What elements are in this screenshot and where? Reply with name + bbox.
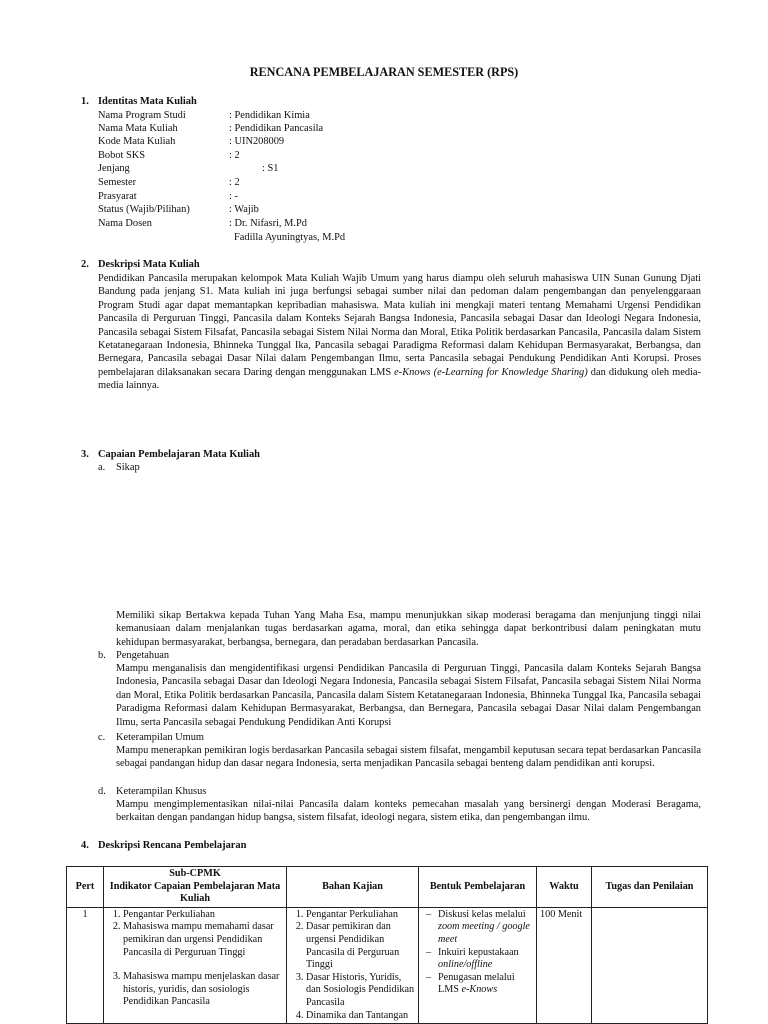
section-3-heading: Capaian Pembelajaran Mata Kuliah	[98, 449, 260, 460]
method-italic: online/offline	[438, 959, 493, 971]
identity-value: : S1	[262, 163, 279, 174]
list-item: 1. Pengantar Perkuliahan	[306, 909, 415, 922]
identity-label: Nama Program Studi	[98, 110, 186, 121]
header-subcpmk-line1: Sub-CPMK	[169, 868, 221, 879]
header-tugas: Tugas dan Penilaian	[592, 867, 708, 908]
header-waktu: Waktu	[537, 867, 592, 908]
outcome-text: Mampu menganalisis dan mengidentifikasi urgensi Pendidikan Pancasila di Perguruan Tinggi, Pancasila dalam Konteks Sejarah Bangsa Indonesia, Pancasila sebagai Dasar dan Ideologi Negara Indonesia, Pancasila sebagai Sistem Filsafat, Pancasila sebagai Sistem Nilai Norma dan Moral, Etika Politik berdasarkan Pancasila, Pancasila dalam Sistem Ketatanegaraan Indonesia, Bhinneka Tunggal Ika, Pancasila sebagai Paradigma Reformasi dalam Kehidupan Bermasyarakat, Berbangsa, dan Bernegara, Pancasila sebagai Dasar Nilai dalam Pengembangan Ilmu, serta Pancasila sebagai Pendukung Pendidikan Anti Korupsi	[116, 663, 701, 728]
identity-row	[98, 149, 698, 162]
identity-row	[98, 176, 698, 189]
identity-label: Nama Dosen	[98, 218, 152, 229]
list-item	[426, 972, 533, 997]
identity-label: Nama Mata Kuliah	[98, 123, 178, 134]
identity-value: Fadilla Ayuningtyas, M.Pd	[234, 232, 346, 243]
identity-row	[98, 190, 698, 203]
identity-value: : 2	[229, 150, 240, 161]
section-2-heading: Deskripsi Mata Kuliah	[98, 259, 200, 270]
identity-value: : -	[229, 191, 238, 202]
section-4-heading: Deskripsi Rencana Pembelajaran	[98, 840, 247, 851]
identity-row	[98, 231, 698, 244]
outcome-label: Sikap	[116, 462, 140, 473]
course-description-text: Pendidikan Pancasila merupakan kelompok Mata Kuliah Wajib Umum yang harus diampu oleh seluruh mahasiswa UIN Sunan Gunung Djati Bandung pada jenjang S1. Mata kuliah ini juga berfungsi sebagai sumber nilai dan pedoman dalam pengembangan dan penyelenggaraan Program Studi agar dapat memantapkan kepribadian mahasiswa. Mata kuliah ini mengkaji materi tentang Memahami Urgensi Pendidikan Pancasila di Perguruan Tinggi, Pancasila dalam Konteks Sejarah Bangsa Indonesia, Pancasila sebagai Dasar dan Ideologi Negara Indonesia, Pancasila sebagai Sistem Filsafat, Pancasila sebagai Sistem Nilai Norma dan Moral, Etika Politik berdasarkan Pancasila, Pancasila dalam Sistem Ketatanegaraan Indonesia, Bhinneka Tunggal Ika, Pancasila sebagai Paradigma Reformasi dalam Kehidupan Bermasyarakat, Berbangsa, dan Bernegara, Pancasila sebagai Dasar Nilai dalam Pengembangan Ilmu, serta Pancasila sebagai Pendukung Pendidikan Anti Korupsi. Proses pembelajaran dilaksanakan secara Daring dengan menggunakan LMS	[98, 273, 701, 378]
table-header-row	[67, 867, 708, 908]
section-2-number: 2.	[81, 259, 89, 270]
identity-label: Jenjang	[98, 163, 130, 174]
header-bahan: Bahan Kajian	[287, 867, 419, 908]
outcome-label: Keterampilan Umum	[116, 732, 205, 743]
header-pert: Pert	[67, 867, 104, 908]
course-description-end: dan didukung oleh media-media lainnya.	[98, 366, 701, 392]
identity-row	[98, 162, 698, 175]
identity-label: Prasyarat	[98, 191, 137, 202]
section-1-heading: Identitas Mata Kuliah	[98, 96, 197, 107]
identity-row	[98, 122, 698, 135]
list-item	[426, 909, 533, 947]
identity-label: Bobot SKS	[98, 150, 146, 161]
header-subcpmk	[104, 867, 287, 908]
identity-label: Status (Wajib/Pilihan)	[98, 204, 190, 215]
list-item: 3. Dasar Historis, Yuridis, dan Sosiologis Pendidikan Pancasila	[306, 972, 415, 1010]
identity-row	[98, 135, 698, 148]
method-text: Inkuiri kepustakaan	[438, 946, 519, 958]
learning-plan-table	[66, 866, 708, 1024]
section-3-number: 3.	[81, 449, 89, 460]
identity-value: : Wajib	[229, 204, 259, 215]
list-item: 2. Mahasiswa mampu memahami dasar pemikiran dan urgensi Pendidikan Pancasila di Perguruan Tinggi	[123, 921, 283, 959]
document-title: RENCANA PEMBELAJARAN SEMESTER (RPS)	[249, 65, 519, 79]
cell-pert: 1	[67, 907, 104, 1023]
course-description-lms: e-Knows (e-Learning for Knowledge Sharing)	[394, 366, 588, 378]
method-text: Diskusi kelas melalui	[438, 908, 526, 920]
identity-value: : 2	[229, 177, 240, 188]
list-item: 1. Pengantar Perkuliahan	[123, 909, 283, 922]
identity-value: : Pendidikan Kimia	[229, 110, 310, 121]
list-item: 4. Dinamika dan Tantangan	[306, 1010, 415, 1023]
identity-value: : Pendidikan Pancasila	[229, 123, 324, 134]
identity-label: Semester	[98, 177, 137, 188]
outcome-label: Keterampilan Khusus	[116, 786, 207, 797]
outcome-text: Mampu menerapkan pemikiran logis berdasarkan Pancasila sebagai sistem filsafat, mengambil keputusan secara tepat berdasarkan Pancasila sebagai pandangan hidup dan dasar negara Indonesia, serta menjadikan Pancasila sebagai benteng dalam pendidikan anti korupsi.	[116, 745, 701, 770]
method-italic: zoom meeting / google meet	[438, 921, 530, 945]
outcome-letter: d.	[98, 786, 106, 797]
identity-row	[98, 109, 698, 122]
outcome-text: Memiliki sikap Bertakwa kepada Tuhan Yang Maha Esa, mampu menunjukkan sikap moderasi beragama dan menjunjung tinggi nilai kemanusiaan dalam menjalankan tugas berdasarkan agama, moral, dan etika sehingga dapat berkontribusi dalam peningkatan mutu kehidupan bermasyarakat, berbangsa, bernegara, dan peradaban berdasarkan Pancasila.	[116, 610, 701, 648]
outcome-letter: a.	[98, 462, 106, 473]
cell-bentuk	[419, 907, 537, 1023]
cell-bahan	[287, 907, 419, 1023]
identity-value: : UIN208009	[229, 136, 285, 147]
identity-row	[98, 217, 698, 230]
cell-subcpmk	[104, 907, 287, 1023]
header-subcpmk-line2: Indikator Capaian Pembelajaran Mata Kuliah	[109, 880, 281, 905]
table-row	[67, 907, 708, 1023]
course-description	[98, 272, 701, 393]
outcome-letter: b.	[98, 650, 106, 661]
list-item: 2. Dasar pemikiran dan urgensi Pendidikan Pancasila di Perguruan Tinggi	[306, 921, 415, 971]
header-bentuk: Bentuk Pembelajaran	[419, 867, 537, 908]
cell-tugas	[592, 907, 708, 1023]
method-text: Penugasan melalui LMS	[438, 971, 515, 996]
outcome-letter: c.	[98, 732, 106, 743]
method-italic: e-Knows	[461, 984, 498, 996]
identity-value: : Dr. Nifasri, M.Pd	[229, 218, 307, 229]
outcome-text: Mampu mengimplementasikan nilai-nilai Pancasila dalam konteks pemecahan masalah yang bersinergi dengan Moderasi Beragama, berkaitan dengan pandangan hidup bangsa, sistem filsafat, ideologi negara, sistem etika, dan pengembangan ilmu.	[116, 799, 701, 824]
section-4-number: 4.	[81, 840, 89, 851]
cell-waktu: 100 Menit	[537, 907, 592, 1023]
list-item	[426, 947, 533, 972]
section-1-number: 1.	[81, 96, 89, 107]
identity-row	[98, 203, 698, 216]
list-item: 3. Mahasiswa mampu menjelaskan dasar historis, yuridis, dan sosiologis Pendidikan Pancasila	[123, 971, 283, 1009]
outcome-label: Pengetahuan	[116, 650, 170, 661]
identity-label: Kode Mata Kuliah	[98, 136, 176, 147]
